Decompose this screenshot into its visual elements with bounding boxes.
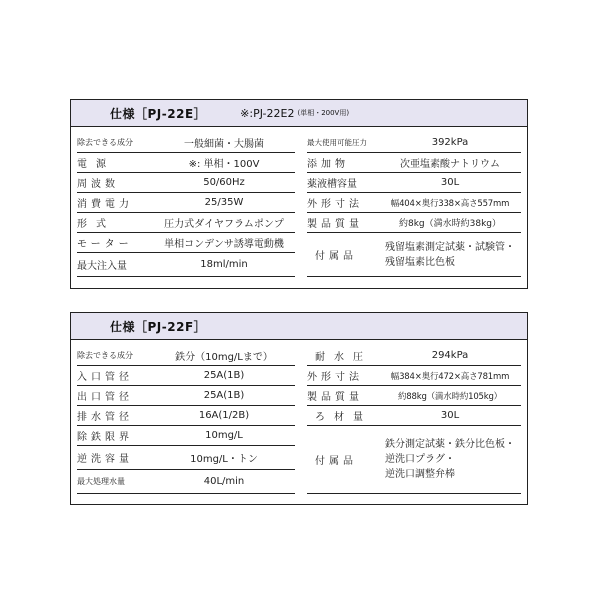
spec-label: 最大注入量 <box>77 261 127 272</box>
spec-row <box>77 153 295 173</box>
spec-value: 25A(1B) <box>203 370 245 381</box>
spec-value-line: 逆洗口プラグ・ <box>385 454 455 465</box>
spec-label: 排水管径 <box>77 412 133 423</box>
spec-label: 薬液槽容量 <box>307 179 357 190</box>
spec-table-pj-22e <box>70 99 528 289</box>
spec-row <box>307 213 521 233</box>
spec-row <box>307 153 521 173</box>
spec-title: 仕様［PJ-22F］ <box>110 319 207 334</box>
spec-row <box>307 406 521 426</box>
spec-value: 約88kg（満水時約105kg） <box>398 391 502 402</box>
spec-value <box>379 437 521 482</box>
spec-value: 鉄分（10mg/Lまで） <box>175 352 273 363</box>
spec-value: 16A(1/2B) <box>198 410 250 421</box>
spec-title: 仕様［PJ-22E］ <box>110 106 207 121</box>
spec-value: 圧力式ダイヤフラムポンプ <box>164 219 284 230</box>
spec-value: 次亜塩素酸ナトリウム <box>400 159 500 170</box>
spec-label: 除鉄限界 <box>77 432 133 443</box>
spec-value: 25/35W <box>204 197 244 208</box>
spec-label: 付属品 <box>315 456 357 467</box>
spec-row <box>307 233 521 277</box>
spec-label: 外形寸法 <box>307 199 363 210</box>
spec-value: 18ml/min <box>200 259 248 270</box>
spec-row <box>77 426 295 446</box>
spec-label: 最大使用可能圧力 <box>307 138 367 147</box>
spec-row <box>77 133 295 153</box>
spec-row <box>77 193 295 213</box>
spec-value: 一般細菌・大腸菌 <box>184 139 264 150</box>
spec-label: 入口管径 <box>77 372 133 383</box>
spec-value-line: 鉄分測定試薬・鉄分比色板・ <box>385 439 515 450</box>
spec-row <box>307 346 521 366</box>
spec-row <box>77 386 295 406</box>
spec-value: 25A(1B) <box>203 390 245 401</box>
spec-value: 30L <box>440 177 460 188</box>
spec-label: モーター <box>77 239 133 250</box>
spec-row <box>77 366 295 386</box>
spec-value: 50/60Hz <box>203 177 245 188</box>
spec-label: 出口管径 <box>77 392 133 403</box>
spec-value: 392kPa <box>431 137 469 148</box>
spec-model-note-detail: (単相・200V用) <box>297 109 350 117</box>
spec-label: ろ材量 <box>315 412 372 423</box>
spec-row <box>77 173 295 193</box>
spec-label: 電源 <box>77 159 115 170</box>
spec-row <box>77 213 295 233</box>
spec-row <box>307 386 521 406</box>
spec-label: 付属品 <box>315 251 357 262</box>
spec-row <box>307 173 521 193</box>
spec-label: 製品質量 <box>307 392 363 403</box>
spec-value-line: 残留塩素測定試薬・試験管・ <box>385 241 515 253</box>
spec-value: 単相コンデンサ誘導電動機 <box>164 239 284 250</box>
spec-label: 耐水圧 <box>315 352 372 363</box>
spec-row <box>77 446 295 470</box>
spec-label: 消費電力 <box>77 199 133 210</box>
spec-label: 添加物 <box>307 159 349 170</box>
spec-value: 294kPa <box>431 350 469 361</box>
spec-value-line: 逆洗口調整弁棒 <box>385 469 455 480</box>
spec-label: 除去できる成分 <box>77 138 133 147</box>
spec-header <box>71 100 527 127</box>
spec-row <box>307 133 521 153</box>
spec-row <box>77 346 295 366</box>
spec-row <box>307 193 521 213</box>
spec-value: 幅404×奥行338×高さ557mm <box>390 198 510 209</box>
spec-label: 形式 <box>77 219 115 230</box>
spec-model-note: ※:PJ-22E2 <box>240 106 295 120</box>
spec-label: 逆洗容量 <box>77 454 133 465</box>
spec-value-line: 残留塩素比色板 <box>385 256 455 268</box>
spec-value: 幅384×奥行472×高さ781mm <box>390 371 510 382</box>
spec-value: 10mg/L・トン <box>190 454 258 465</box>
spec-label: 周波数 <box>77 179 119 190</box>
spec-label: 製品質量 <box>307 219 363 230</box>
spec-value: 40L/min <box>203 476 245 487</box>
spec-value: 約8kg（満水時約38kg） <box>398 219 502 229</box>
spec-label: 除去できる成分 <box>77 351 133 360</box>
spec-value: ※: 単相・100V <box>188 159 260 170</box>
spec-row <box>307 426 521 494</box>
spec-row <box>77 253 295 277</box>
spec-label: 最大処理水量 <box>77 477 125 486</box>
spec-label: 外形寸法 <box>307 372 363 383</box>
spec-row <box>77 470 295 494</box>
spec-row <box>77 406 295 426</box>
spec-row <box>307 366 521 386</box>
spec-table-pj-22f <box>70 312 528 505</box>
spec-row <box>77 233 295 253</box>
spec-value: 30L <box>440 410 460 421</box>
spec-header <box>71 313 527 340</box>
spec-value <box>379 240 521 270</box>
spec-value: 10mg/L <box>205 430 243 441</box>
